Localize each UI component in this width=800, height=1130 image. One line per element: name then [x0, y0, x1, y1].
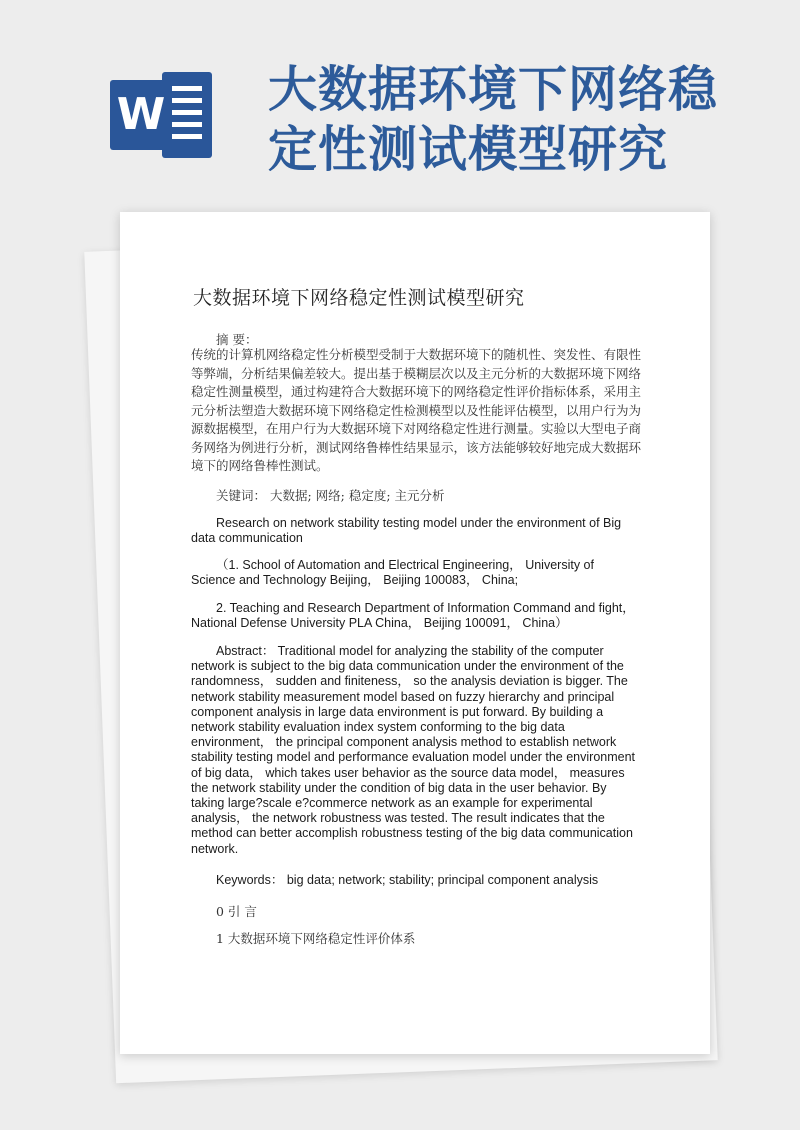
keywords-chinese: 关键词： 大数据; 网络; 稳定度; 主元分析 [216, 488, 445, 503]
document-title: 大数据环境下网络稳定性测试模型研究 [193, 287, 525, 309]
header-banner [0, 0, 800, 200]
english-title: Research on network stability testing model under the environment of Big data communication [191, 516, 622, 546]
section-heading-1: 1 大数据环境下网络稳定性评价体系 [216, 931, 416, 946]
abstract-label: 摘 要： [216, 332, 258, 347]
affiliation-1: （1. School of Automation and Electrical Engineering， University of Science and Technology Beijing， Beijing 100083， China; [191, 558, 594, 588]
word-document-icon [110, 72, 214, 158]
word-logo-letter: W [110, 80, 172, 150]
keywords-english: Keywords： big data; network; stability; principal component analysis [216, 873, 599, 887]
affiliation-2: 2. Teaching and Research Department of Information Command and fight， National Defense University PLA China， Beijing 100091， China） [191, 601, 635, 631]
banner-title: 大数据环境下网络稳定性测试模型研究 [268, 61, 719, 178]
abstract-chinese: 传统的计算机网络稳定性分析模型受制于大数据环境下的随机性、突发性、有限性等弊端，分析结果偏差较大。提出基于模糊层次以及主元分析的大数据环境下网络稳定性测量模型，通过构建符合大数据环境下的网络稳定性评价指标体系，采用主元分析法塑造大数据环境下网络稳定性检测模型以及性能评估模型，以用户行为为源数据模型，在用户行为大数据环境下对网络稳定性进行测量。实验以大型电子商务网络为例进行分析，测试网络鲁棒性结果显示，该方法能够较好地完成大数据环境下的网络鲁棒性测试。 [191, 347, 642, 473]
section-heading-0: 0 引 言 [216, 904, 257, 919]
abstract-english: Abstract： Traditional model for analyzing the stability of the computer network is subject to the big data communication under the environment of the randomness， sudden and finiteness， so the analysis deviation is bigger. The network stability measurement model based on fuzzy hierarchy and principal component analysis in large data environment is put forward. By building a network stability evaluation index system conforming to the big data environment， the principal component analysis method to establish network stability testing model and performance evaluation model under the environment of big data， which takes user behavior as the source data model， measures the network stability under the condition of big data in the user behavior. By taking large?scale e?commerce network as an example for experimental analysis， the network robustness was tested. The result indicates that the method can better accomplish robustness testing of the big data communication network. [191, 644, 636, 856]
